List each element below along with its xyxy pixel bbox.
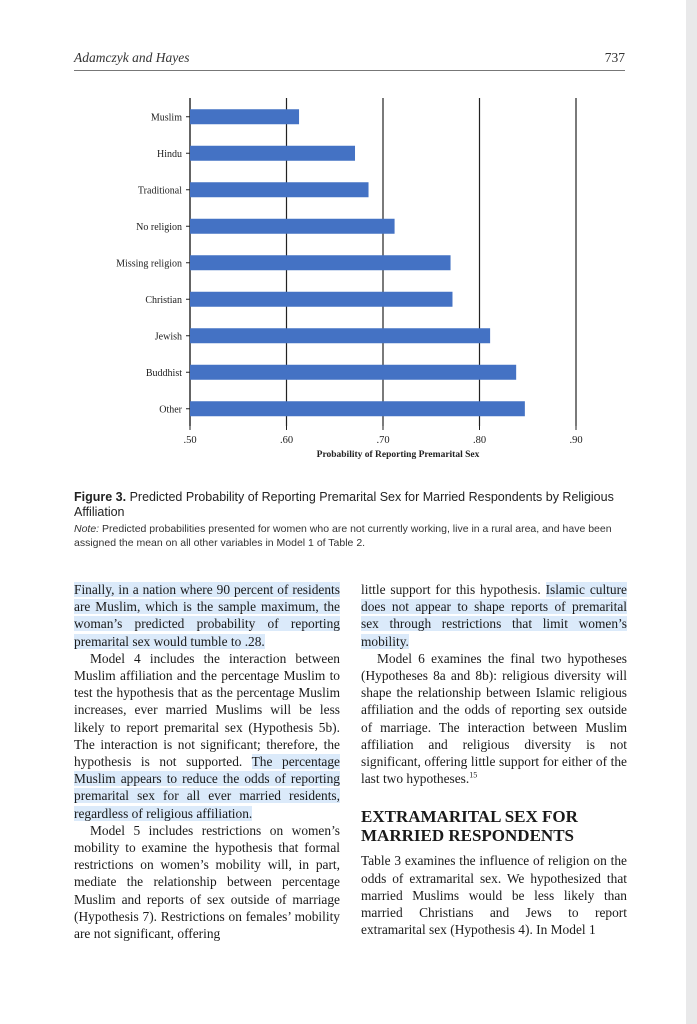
category-label: Buddhist [145,367,182,379]
category-label: Missing religion [116,258,182,270]
running-header [74,48,625,71]
figure-label: Figure 3. [74,490,127,504]
right-column [361,581,627,938]
paragraph-text: Model 5 includes restrictions on women’s mobility to examine the hypothesis that formal restrictions on women’s mobility will, in part, mediate the relationship between percentage Muslim and reports of sex outside of marriage (Hypothesis 7). Restrictions on females’ mobility are not significant, offering [74,822,340,942]
highlighted-text: Finally, in a nation where 90 percent of residents are Muslim, which is the sample maximum, the woman’s predicted probability of reporting premarital sex would tumble to .28. [74,582,340,649]
bar-chart [60,88,620,468]
category-label: No religion [136,221,182,233]
paragraph [361,650,627,788]
figure-caption [74,490,634,550]
x-tick-label: .70 [376,435,390,446]
bar [190,292,452,307]
footnote-marker: 15 [469,770,478,780]
figure-note-text: Predicted probabilities presented for women who are not currently working, live in a rural area, and have been assigned the mean on all other variables in Model 1 of Table 2. [74,523,612,549]
figure-title [74,490,634,520]
bar [190,401,525,416]
x-tick-label: .90 [569,435,583,446]
paragraph-text: little support for this hypothesis. [361,582,541,597]
category-label: Traditional [137,185,182,197]
bar [190,109,299,124]
running-author: Adamczyk and Hayes [74,50,190,65]
bar [190,219,395,234]
figure-note-label: Note: [74,523,100,535]
category-label: Christian [145,294,182,306]
paragraph [74,581,340,650]
paragraph [74,650,340,822]
highlighted-text: Islamic culture does not appear to shape reports of premarital sex through restrictions that limit women’s mobility. [361,582,627,649]
bar [190,146,355,161]
category-label: Other [159,404,182,416]
bar [190,255,451,270]
bar [190,182,369,197]
x-axis-label: Probability of Reporting Premarital Sex [316,450,480,460]
paragraph-text: Model 4 includes the interaction between Muslim affiliation and the percentage Muslim to test the hypothesis that as the percentage Muslim increases, ever married Muslims will be less likely to report premarital sex (Hypothesis 5b). The interaction is not significant; therefore, the hypothesis is not supported. [74,650,340,770]
paragraph-text: Table 3 examines the influence of religion on the odds of extramarital sex. We hypothesized that married Muslims would be less likely than married Christians and Jews to report extramarital sex (Hypothesis 4). In Model 1 [361,853,627,938]
paragraph-text: Model 6 examines the final two hypotheses (Hypotheses 8a and 8b): religious diversity will shape the relationship between Islamic religious affiliation and the odds of reporting sex outside of marriage. The interaction between Muslim affiliation and religious diversity is not significant, offering little support for either of the last two hypotheses. [361,650,627,787]
page-number: 737 [604,50,625,65]
category-label: Jewish [154,331,182,343]
figure-title-text: Predicted Probability of Reporting Premarital Sex for Married Respondents by Religious Affiliation [74,490,614,519]
bar [190,328,490,343]
x-tick-label: .80 [472,435,487,446]
x-tick-label: .60 [279,435,294,446]
figure-note [74,523,634,550]
category-label: Hindu [157,148,182,160]
highlighted-text: The percentage Muslim appears to reduce the odds of reporting premarital sex for all ever married residents, regardless of religious affiliation. [74,754,340,821]
paragraph [361,852,627,938]
bar [190,365,516,380]
page-edge [686,0,697,1024]
left-column [74,581,340,942]
paragraph [361,581,627,650]
paragraph [74,822,340,942]
x-tick-label: .50 [183,435,197,446]
category-label: Muslim [150,112,182,124]
section-heading: EXTRAMARITAL SEX FOR MARRIED RESPONDENTS [361,807,578,846]
